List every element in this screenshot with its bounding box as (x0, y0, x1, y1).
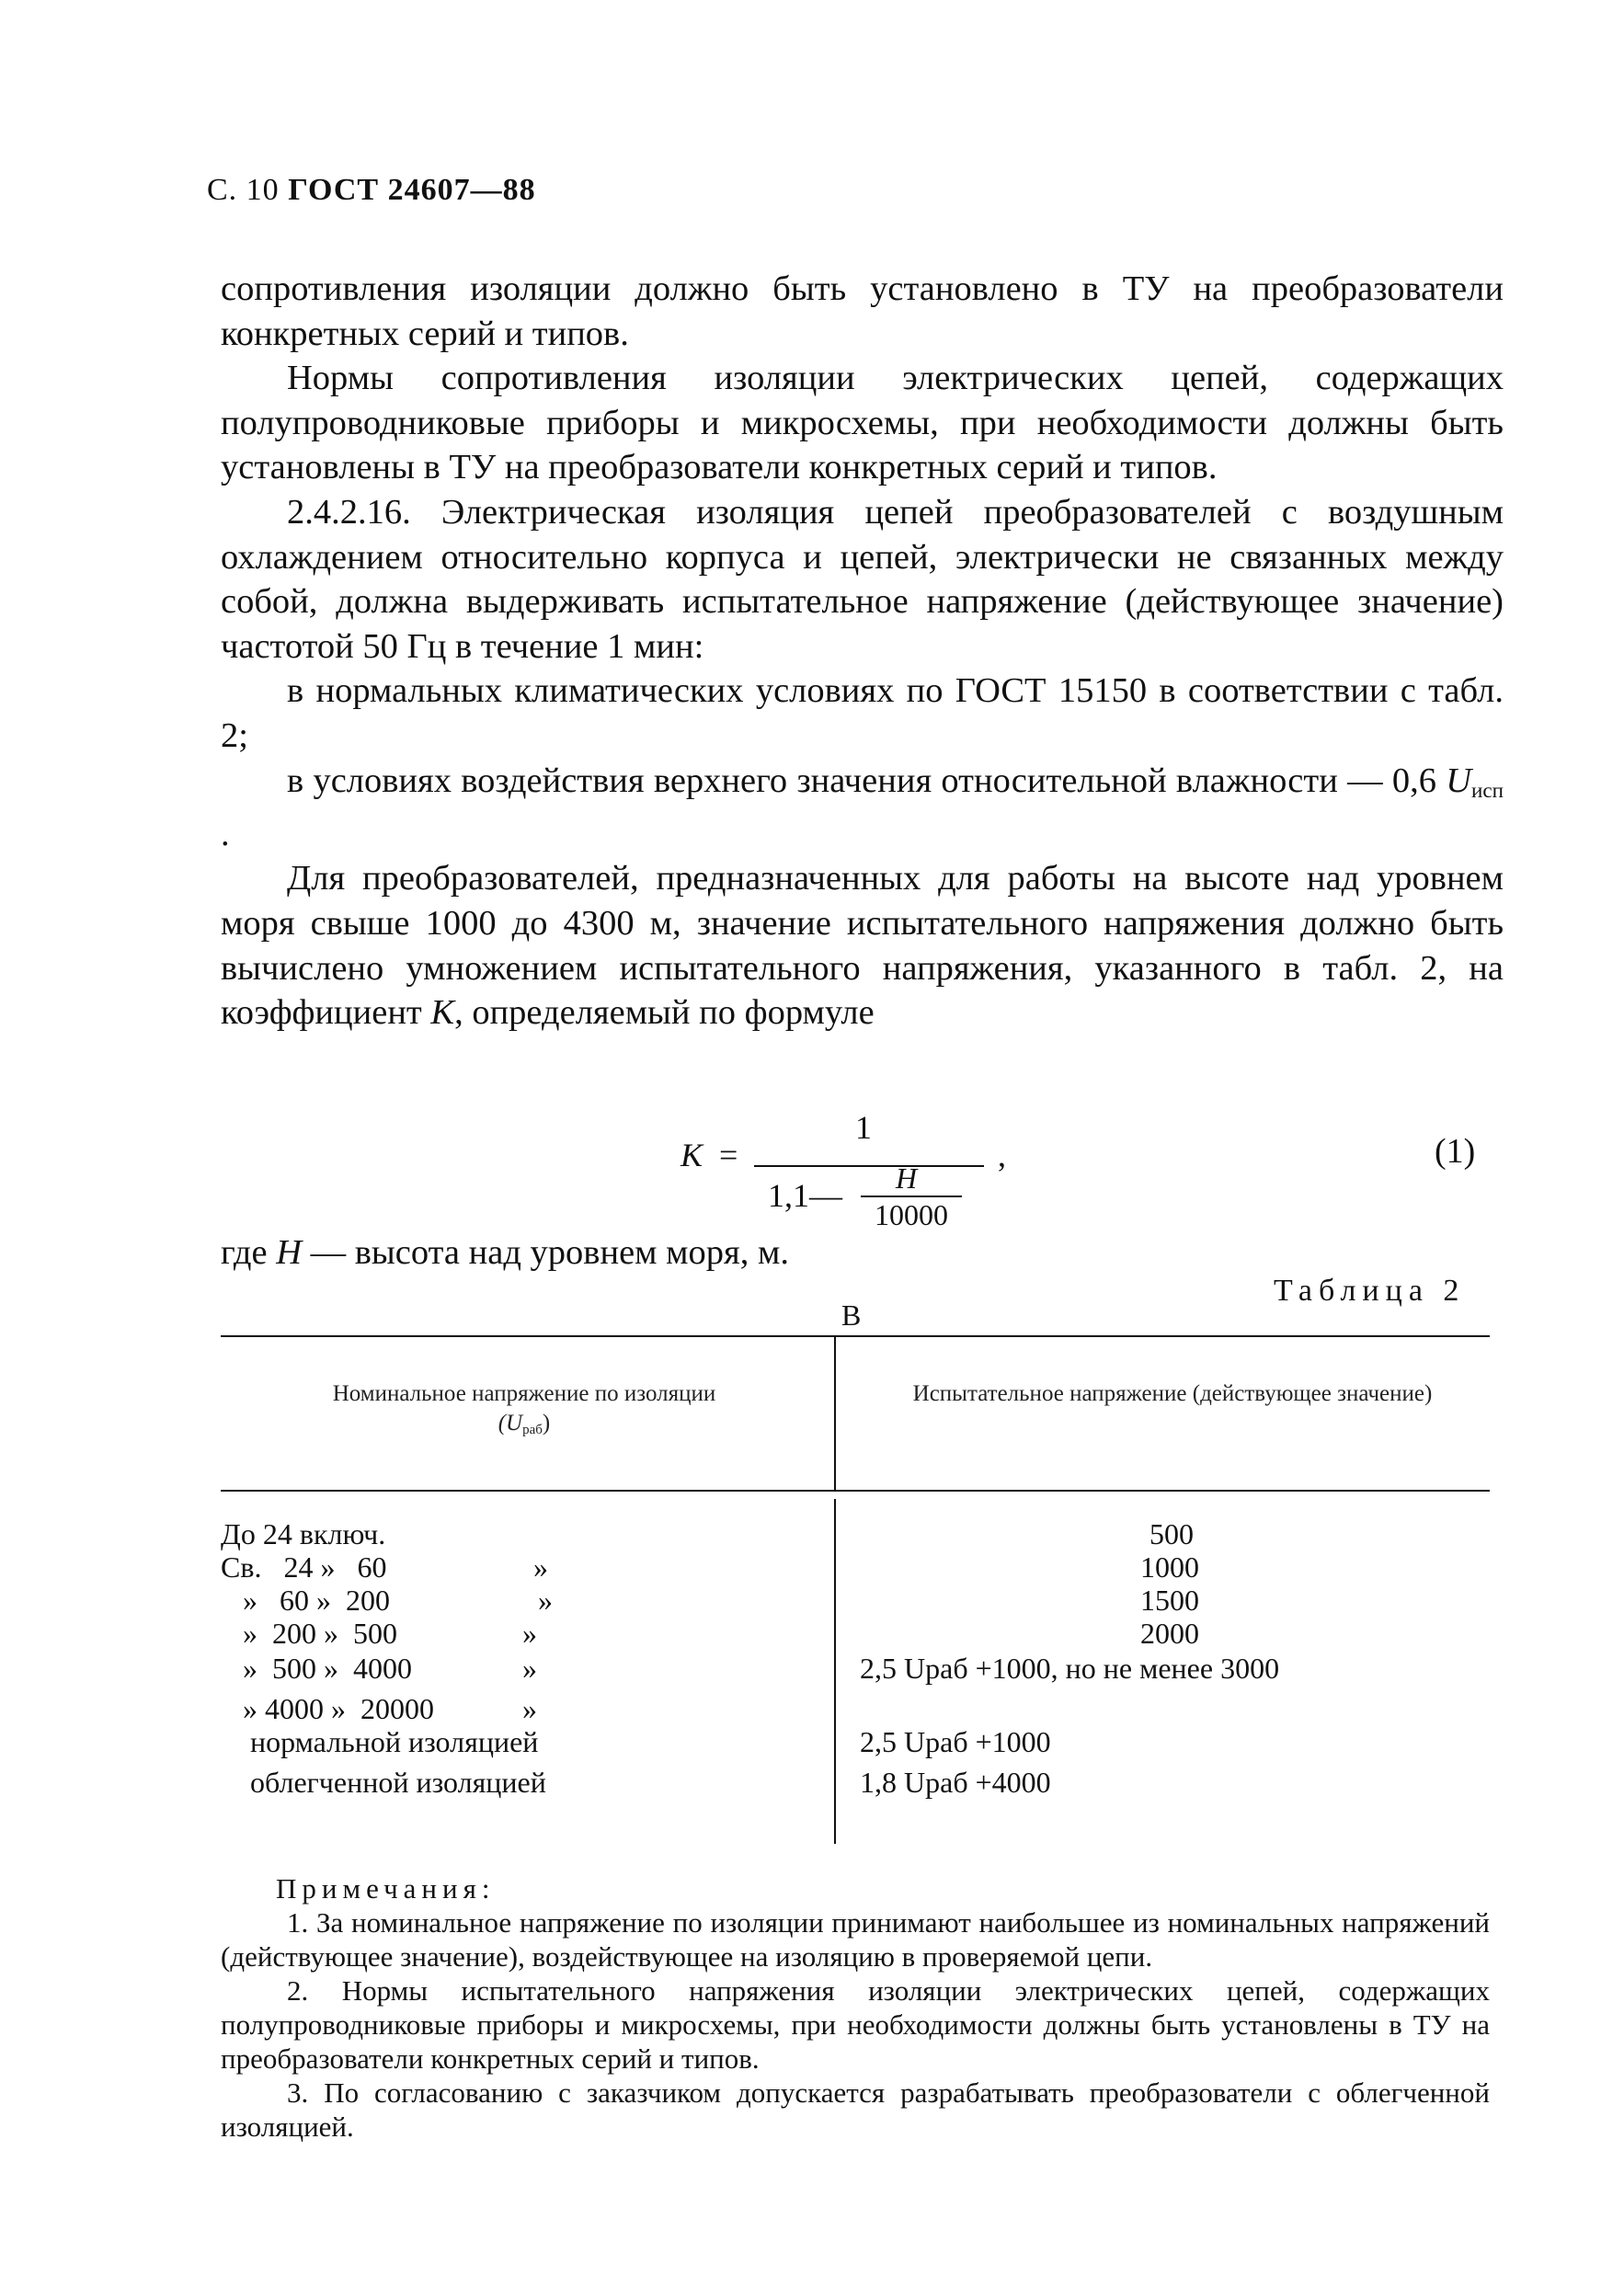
table-row-value: 2,5 Uраб +1000 (860, 1725, 1051, 1758)
humidity-symbol: U (1446, 761, 1472, 800)
humidity-subscript: исп (1471, 777, 1504, 802)
humidity-text: в условиях воздействия верхнего значения относительной влажности — 0,6 (287, 761, 1447, 800)
note-item: 2. Нормы испытательного напряжения изоляции электрических цепей, содержащих полупроводниковые приборы и микросхемы, при необходимости должны быть установлены в ТУ на преобразователи конкретных серий и типов. (221, 1974, 1490, 2075)
table-header-col1 (230, 1379, 818, 1445)
table-header-col2: Испытательное напряжение (действующее значение) (912, 1381, 1433, 1406)
table-row-value: 2000 (1140, 1617, 1199, 1650)
formula-number: (1) (1435, 1132, 1476, 1171)
page-header (207, 173, 536, 208)
table-row-label: нормальной изоляцией (221, 1725, 539, 1758)
paragraph-humidity (221, 759, 1504, 857)
formula-numerator: 1 (855, 1109, 872, 1146)
coefficient-symbol: K (430, 993, 455, 1033)
table-header-rule (221, 1490, 1490, 1492)
where-prefix: где (221, 1233, 277, 1272)
table-row-mark: » (538, 1584, 553, 1617)
formula-inner-numerator: H (896, 1161, 918, 1195)
table-row-value: 2,5 Uраб +1000, но не менее 3000 (860, 1652, 1280, 1685)
formula-denominator-prefix: 1,1— (768, 1177, 842, 1214)
formula-equals: = (719, 1137, 738, 1173)
table-row-label: » 200 » 500 (221, 1617, 397, 1650)
altitude-end: , определяемый по формуле (454, 993, 875, 1033)
formula-lhs: K (680, 1137, 703, 1173)
altitude-text: Для преобразователей, предназначенных для работы на высоте над уровнем моря свыше 1000 до 4300 м, значение испытательного напряжения должно быть вычислено умножением испытательного напряжения, указанного в табл. 2, на коэффициент (221, 859, 1504, 1033)
table-row-label: облегченной изоляцией (221, 1766, 546, 1799)
paragraph-2-4-2-16: 2.4.2.16. Электрическая изоляция цепей преобразователей с воздушным охлаждением относительно корпуса и цепей, электрически не связанных между собой, должна выдерживать испытательное напряжение (действующее значение) частотой 50 Гц в течение 1 мин: (221, 492, 1504, 666)
paragraph-normal-conditions: в нормальных климатических условиях по ГОСТ 15150 в соответствии с табл. 2; (221, 671, 1504, 755)
table-row-label: » 500 » 4000 (221, 1652, 412, 1685)
header-col1-close: ) (542, 1411, 551, 1436)
body-text (221, 267, 1504, 1035)
formula-1 (680, 1099, 1471, 1231)
paragraph-altitude (221, 856, 1504, 1035)
header-col1-symbol-line (230, 1409, 818, 1445)
paragraph-continuation: сопротивления изоляции должно быть установлено в ТУ на преобразователи конкретных серий и типов. (221, 269, 1504, 353)
note-item: 1. За номинальное напряжение по изоляции принимают наибольшее из номинальных напряжений (действующее значение), воздействующее на изоляцию в проверяемой цепи. (221, 1906, 1490, 1973)
header-col1-sub: раб (522, 1422, 543, 1437)
header-col1-symbol: (U (497, 1411, 523, 1436)
table-row-mark: » (522, 1692, 537, 1725)
table-row-mark: » (522, 1652, 537, 1685)
table-row-value: 1,8 Uраб +4000 (860, 1766, 1051, 1799)
formula-trailing: , (998, 1137, 1006, 1173)
where-clause (221, 1232, 789, 1273)
table-row-mark: » (522, 1617, 537, 1650)
table-title: Таблица 2 (1274, 1274, 1466, 1308)
standard-number: ГОСТ 24607—88 (288, 173, 536, 207)
table-header-divider (834, 1337, 836, 1490)
table-row-value: 500 (1149, 1517, 1194, 1550)
formula-inner-denominator: 10000 (875, 1198, 948, 1231)
table-notes (221, 1871, 1490, 2144)
where-symbol: H (276, 1233, 302, 1272)
note-item: 3. По согласованию с заказчиком допускается разрабатывать преобразователи с облегченной изоляцией. (221, 2076, 1490, 2143)
fraction-bar-inner (861, 1195, 962, 1197)
table-row-value: 1000 (1140, 1550, 1199, 1584)
table-row-label: До 24 включ. (221, 1517, 386, 1550)
table-row-label: » 4000 » 20000 (221, 1692, 434, 1725)
table-row-mark: » (533, 1550, 548, 1584)
paragraph-insulation-norms: Нормы сопротивления изоляции электрических цепей, содержащих полупроводниковые приборы и микросхемы, при необходимости должны быть установлены в ТУ на преобразователи конкретных серий и типов. (221, 359, 1504, 487)
notes-title: Примечания: (276, 1872, 496, 1905)
table-unit: В (841, 1298, 862, 1332)
page-ref: С. 10 (207, 173, 280, 207)
header-col1-text: Номинальное напряжение по изоляции (332, 1381, 716, 1406)
humidity-end: . (221, 814, 230, 853)
table-top-rule (221, 1335, 1490, 1337)
table-row-value: 1500 (1140, 1584, 1199, 1617)
table-body-divider (834, 1499, 836, 1844)
where-text: — высота над уровнем моря, м. (302, 1233, 789, 1272)
table-row-label: » 60 » 200 (221, 1584, 390, 1617)
table-row-label: Св. 24 » 60 (221, 1550, 387, 1584)
fraction-bar-outer (754, 1165, 984, 1167)
